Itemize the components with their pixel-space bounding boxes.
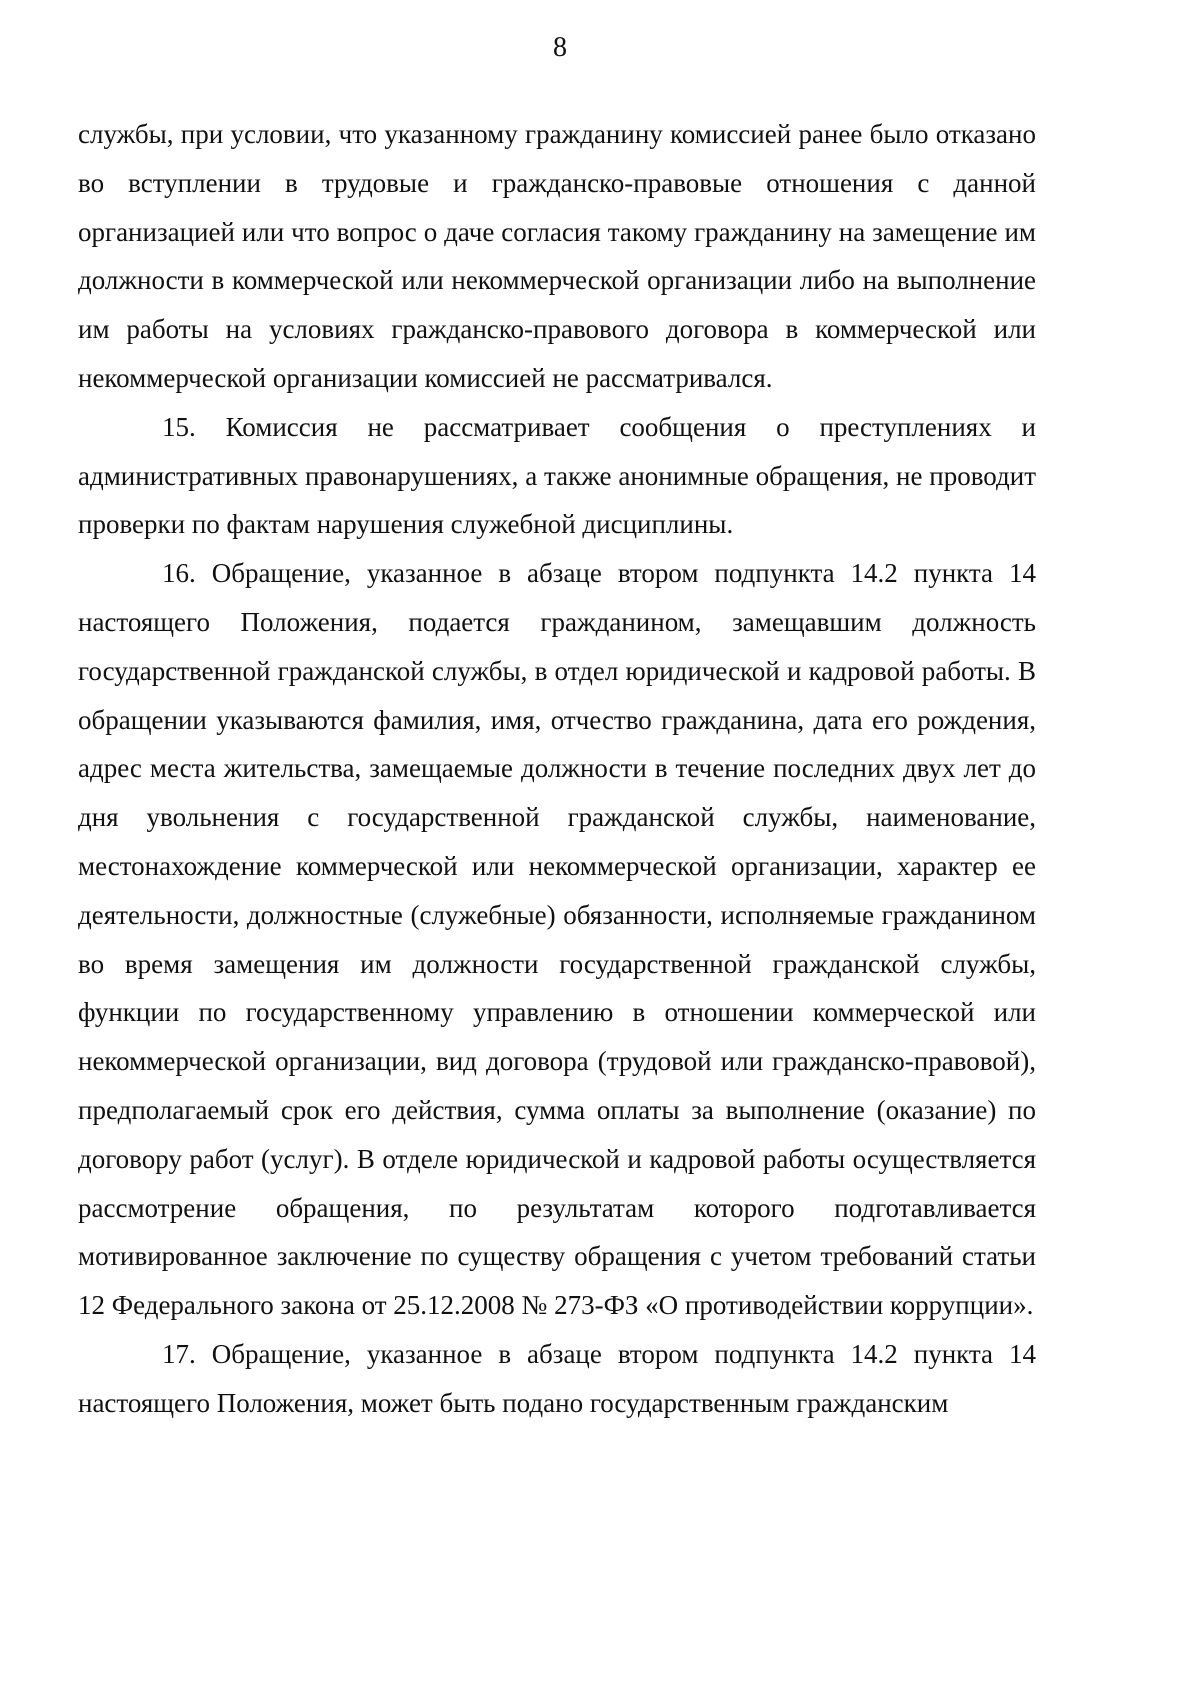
- paragraph-item-16: 16. Обращение, указанное в абзаце втором подпункта 14.2 пункта 14 настоящего Положения, подается гражданином, замещавшим должность государственной гражданской службы, в отдел юридической и кадровой работы. В обращении указываются фамилия, имя, отчество гражданина, дата его рождения, адрес места жительства, замещаемые должности в течение последних двух лет до дня увольнения с государственной гражданской службы, наименование, местонахождение коммерческой или некоммерческой организации, характер ее деятельности, должностные (служебные) обязанности, исполняемые гражданином во время замещения им должности государственной гражданской службы, функции по государственному управлению в отношении коммерческой или некоммерческой организации, вид договора (трудовой или гражданско-правовой), предполагаемый срок его действия, сумма оплаты за выполнение (оказание) по договору работ (услуг). В отделе юридической и кадровой работы осуществляется рассмотрение обращения, по результатам которого подготавливается мотивированное заключение по существу обращения с учетом требований статьи 12 Федерального закона от 25.12.2008 № 273-ФЗ «О противодействии коррупции».: [78, 558, 1036, 1321]
- document-body: [78, 110, 1036, 1428]
- page-number: 8: [553, 32, 567, 63]
- paragraph-continuation: службы, при условии, что указанному гражданину комиссией ранее было отказано во вступлении в трудовые и гражданско-правовые отношения с данной организацией или что вопрос о даче согласия такому гражданину на замещение им должности в коммерческой или некоммерческой организации либо на выполнение им работы на условиях гражданско-правового договора в коммерческой или некоммерческой организации комиссией не рассматривался.: [78, 119, 1036, 393]
- paragraph-item-17: 17. Обращение, указанное в абзаце втором подпункта 14.2 пункта 14 настоящего Положения, может быть подано государственным гражданским: [78, 1338, 1036, 1418]
- paragraph-item-15: 15. Комиссия не рассматривает сообщения о преступлениях и административных правонарушениях, а также анонимные обращения, не проводит проверки по фактам нарушения служебной дисциплины.: [78, 411, 1036, 540]
